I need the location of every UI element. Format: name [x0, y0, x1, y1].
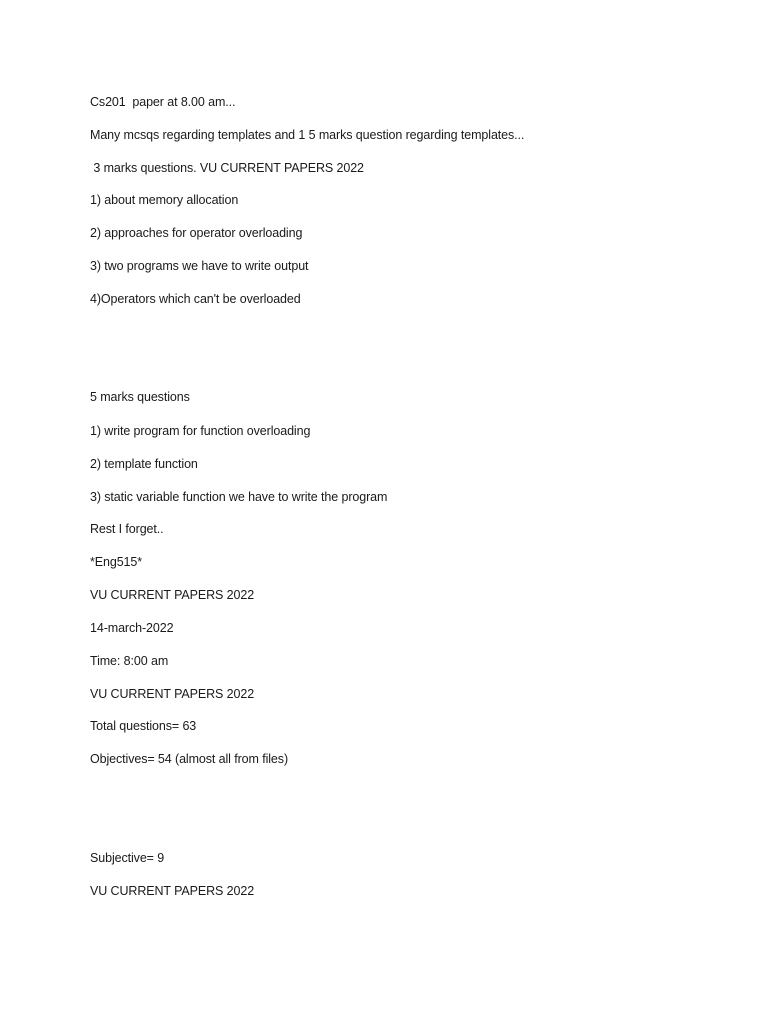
text-line-rest-forget: Rest I forget..	[90, 522, 164, 536]
text-line-mcqs-templates: Many mcsqs regarding templates and 1 5 marks question regarding templates...	[90, 128, 525, 142]
text-line-date: 14-march-2022	[90, 621, 174, 635]
text-line-vu-current-papers-1: VU CURRENT PAPERS 2022	[90, 588, 255, 602]
text-line-operators-cant-overload: 4)Operators which can't be overloaded	[90, 292, 301, 306]
text-line-static-variable: 3) static variable function we have to write the program	[90, 490, 388, 504]
text-line-vu-current-papers-3: VU CURRENT PAPERS 2022	[90, 884, 255, 898]
text-line-memory-allocation: 1) about memory allocation	[90, 193, 239, 207]
text-line-operator-overloading: 2) approaches for operator overloading	[90, 226, 303, 240]
text-line-5-marks-questions: 5 marks questions	[90, 390, 190, 404]
text-line-function-overloading: 1) write program for function overloading	[90, 424, 311, 438]
text-line-objectives: Objectives= 54 (almost all from files)	[90, 752, 289, 766]
text-line-two-programs: 3) two programs we have to write output	[90, 259, 309, 273]
text-line-3-marks-questions: 3 marks questions. VU CURRENT PAPERS 2022	[90, 161, 364, 175]
text-line-template-function: 2) template function	[90, 457, 198, 471]
text-line-vu-current-papers-2: VU CURRENT PAPERS 2022	[90, 687, 255, 701]
text-line-eng515: *Eng515*	[90, 555, 143, 569]
text-line-subjective: Subjective= 9	[90, 851, 165, 865]
text-line-time: Time: 8:00 am	[90, 654, 169, 668]
text-line-cs201-heading: Cs201 paper at 8.00 am...	[90, 95, 236, 109]
text-line-total-questions: Total questions= 63	[90, 719, 197, 733]
